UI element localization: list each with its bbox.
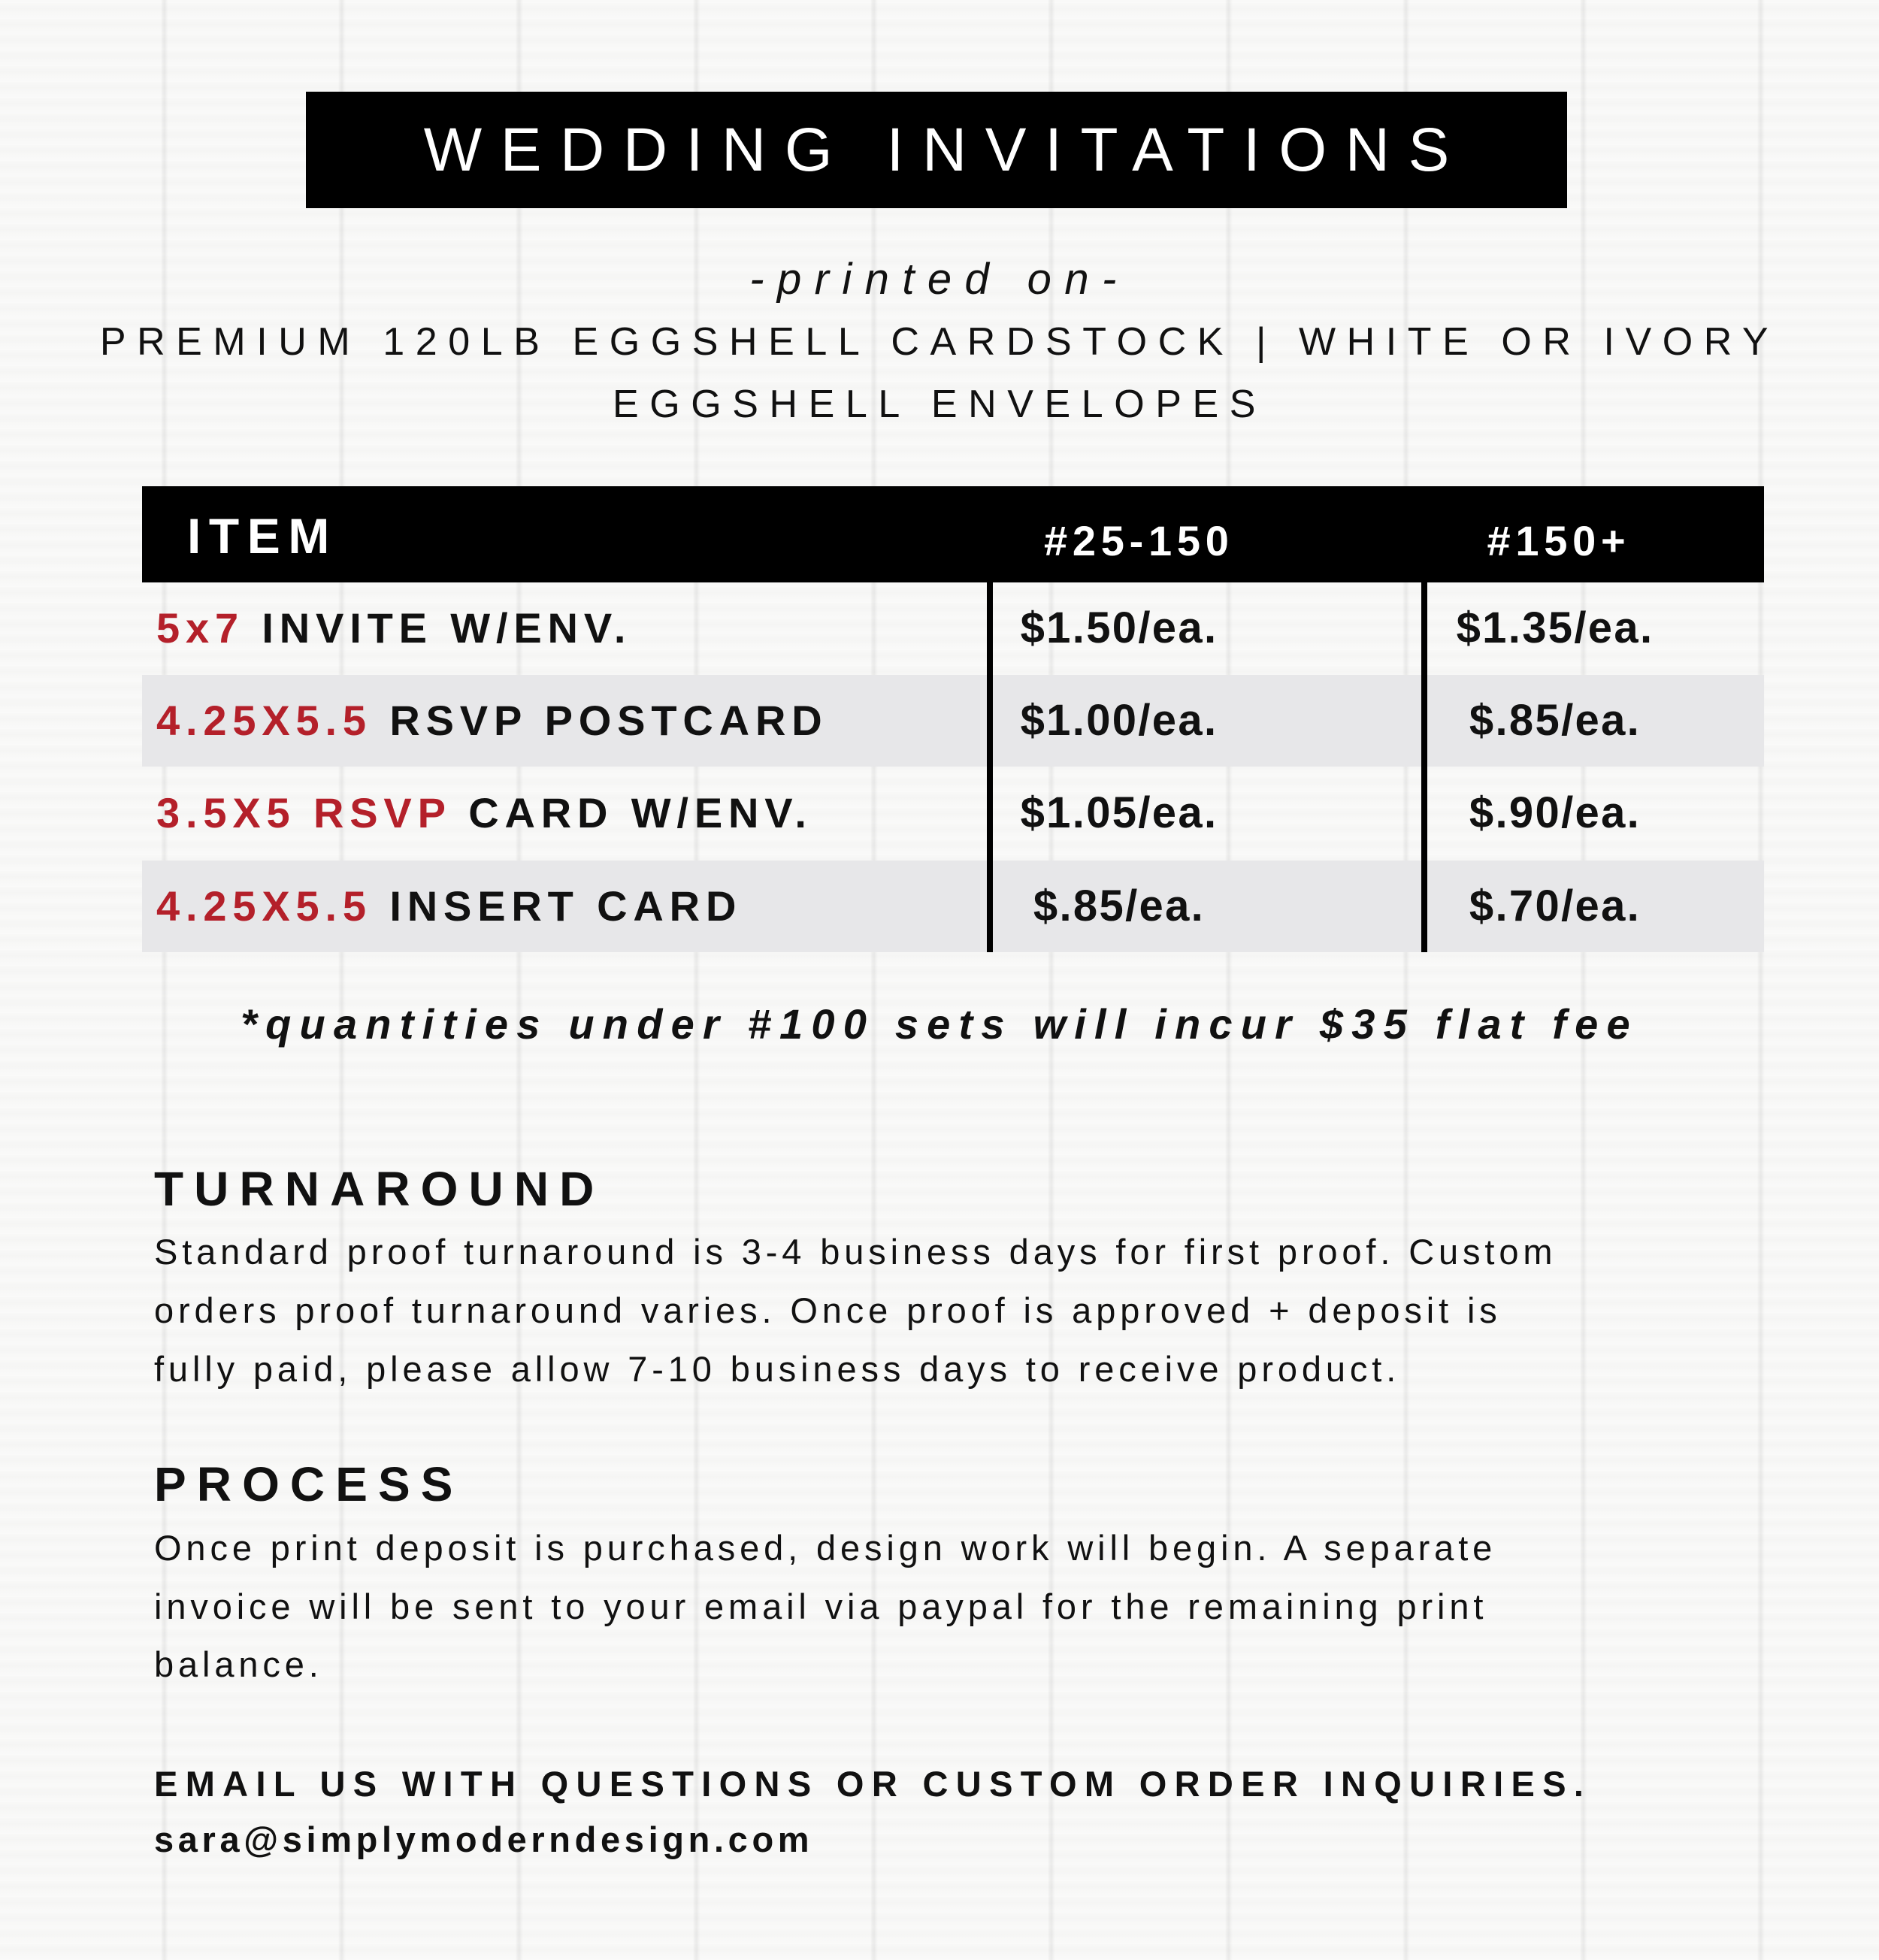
column-divider <box>987 582 993 952</box>
paper-spec-line-1: PREMIUM 120LB EGGSHELL CARDSTOCK | WHITE OR IVORY <box>99 320 1780 364</box>
process-heading: PROCESS <box>154 1457 464 1511</box>
printed-on-subtitle: -printed on- <box>749 255 1130 304</box>
process-text-line: Once print deposit is purchased, design work will begin. A separate <box>154 1528 1497 1568</box>
price-cell-150-plus: $.90/ea. <box>1469 788 1641 837</box>
price-cell-25-150: $1.05/ea. <box>1020 788 1218 837</box>
contact-call-to-action: EMAIL US WITH QUESTIONS OR CUSTOM ORDER INQUIRIES. <box>154 1764 1592 1804</box>
table-row <box>142 675 1764 767</box>
item-name: RSVP POSTCARD <box>371 697 828 744</box>
item-name: CARD W/ENV. <box>450 789 812 836</box>
item-cell <box>156 675 828 767</box>
price-cell-150-plus: $.70/ea. <box>1469 882 1641 930</box>
column-header-qty-150-plus: #150+ <box>1487 517 1631 564</box>
turnaround-text-line: orders proof turnaround varies. Once proof is approved + deposit is <box>154 1290 1502 1330</box>
column-header-qty-25-150: #25-150 <box>1044 517 1234 564</box>
item-size: 5x7 <box>156 604 244 652</box>
price-cell-150-plus: $1.35/ea. <box>1456 603 1654 652</box>
process-text-line: balance. <box>154 1644 323 1684</box>
price-cell-150-plus: $.85/ea. <box>1469 696 1641 745</box>
turnaround-heading: TURNAROUND <box>154 1162 605 1216</box>
price-cell-25-150: $.85/ea. <box>1033 882 1206 930</box>
table-row <box>142 582 1764 674</box>
page-title: WEDDING INVITATIONS <box>423 115 1468 184</box>
item-name: INSERT CARD <box>371 882 743 930</box>
item-cell <box>156 861 742 952</box>
column-header-item: ITEM <box>187 508 337 564</box>
process-text-line: invoice will be sent to your email via paypal for the remaining print <box>154 1586 1488 1626</box>
table-row <box>142 861 1764 952</box>
paper-spec-line-2: EGGSHELL ENVELOPES <box>613 383 1266 426</box>
item-cell <box>156 582 631 674</box>
item-size: 4.25X5.5 <box>156 882 372 930</box>
title-banner <box>306 92 1567 208</box>
minimum-quantity-note: *quantities under #100 sets will incur $35 flat fee <box>241 1000 1638 1048</box>
table-row <box>142 767 1764 859</box>
pricing-table-header <box>142 486 1764 582</box>
turnaround-text-line: Standard proof turnaround is 3-4 business days for first proof. Custom <box>154 1232 1557 1272</box>
price-cell-25-150: $1.00/ea. <box>1020 696 1218 745</box>
item-cell <box>156 767 812 859</box>
item-size: 3.5X5 RSVP <box>156 789 451 836</box>
contact-email[interactable]: sara@simplymoderndesign.com <box>154 1819 814 1859</box>
item-name: INVITE W/ENV. <box>244 604 632 652</box>
turnaround-text-line: fully paid, please allow 7-10 business days to receive product. <box>154 1349 1401 1389</box>
item-size: 4.25X5.5 <box>156 697 372 744</box>
column-divider <box>1421 582 1427 952</box>
price-cell-25-150: $1.50/ea. <box>1020 603 1218 652</box>
